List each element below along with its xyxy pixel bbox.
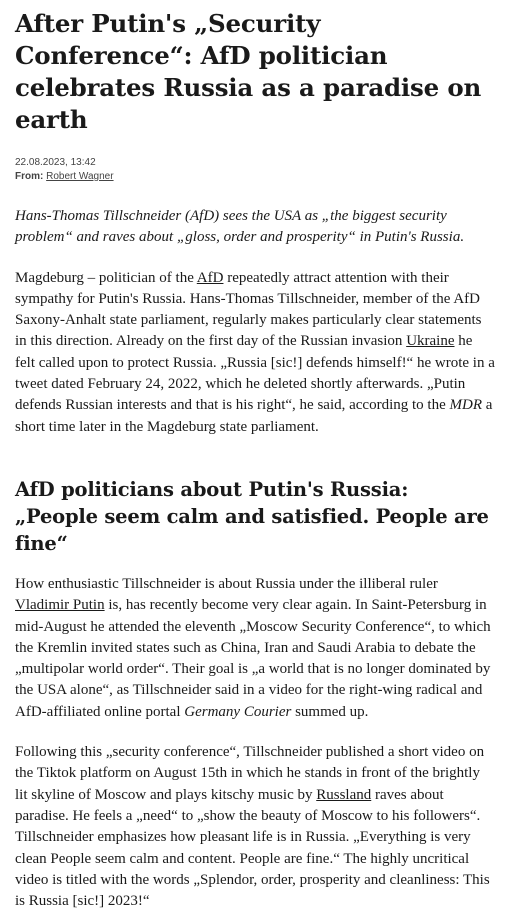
article-meta (15, 156, 495, 184)
russland-link[interactable]: Russland (316, 786, 372, 803)
paragraph-2 (15, 574, 495, 723)
paragraph-text: How enthusiastic Tillschneider is about Russia under the illiberal ruler (15, 575, 438, 592)
paragraph-text: he felt called upon to protect Russia. „Russia [sic!] defends himself!“ he wrote in a tweet dated February 24, 2022, which he deleted shortly afterwards. „Putin defends Russian interests and that is his right“, he said, according to the (15, 333, 495, 414)
afd-link[interactable]: AfD (196, 269, 224, 286)
author-link[interactable]: Robert Wagner (46, 171, 114, 182)
article-title: After Putin's „Security Conference“: AfD politician celebrates Russia as a paradise on earth (15, 9, 482, 134)
paragraph-text: raves about paradise. He feels a „need“ to „show the beauty of Moscow to his followers“. Tillschneider emphasizes how pleasant life is in Russia. „Everything is very clean People seem calm and content. People are fine.“ The highly uncritical video is titled with the words „Splendor, order, prosperity and cleanliness: This is Russia [sic!] 2023!“ (15, 786, 490, 910)
publish-date: 22.08.2023, 13:42 (15, 157, 96, 168)
section-heading: AfD politicians about Putin's Russia: „People seem calm and satisfied. People are fine“ (15, 477, 489, 555)
ukraine-link[interactable]: Ukraine (406, 333, 455, 350)
vladimir-putin-link[interactable]: Vladimir Putin (15, 597, 105, 614)
mdr-source: MDR (449, 397, 482, 414)
paragraph-text: summed up. (291, 703, 369, 720)
paragraph-text: Following this „security conference“, Tillschneider published a short video on the Tiktok platform on August 15th in which he stands in front of the brightly lit skyline of Moscow and plays kitschy music by (15, 744, 485, 803)
paragraph-text: is, has recently become very clear again. In Saint-Petersburg in mid-August he attended the eleventh „Moscow Security Conference“, to which the Kremlin invited states such as China, Iran and Saudi Arabia to debate the „multipolar world order“. Their goal is „a world that is no longer dominated by the USA alone“, as Tillschneider said in a video for the right-wing radical and AfD-affiliated online portal (15, 597, 491, 720)
from-label: From: (15, 171, 44, 182)
article-lead: Hans-Thomas Tillschneider (AfD) sees the USA as „the biggest security problem“ and raves about „gloss, order and prosperity“ in Putin's Russia. (15, 208, 465, 246)
author-line (15, 170, 495, 184)
germany-courier-source: Germany Courier (184, 703, 292, 720)
paragraph-1 (15, 268, 495, 438)
paragraph-text: Magdeburg – politician of the (15, 269, 197, 286)
paragraph-text: repeatedly attract attention with their sympathy for Putin's Russia. Hans-Thomas Tillschneider, member of the AfD Saxony-Anhalt state parliament, regularly makes particularly clear statements in this direction. Already on the first day of the Russian invasion (15, 269, 482, 350)
paragraph-text: a short time later in the Magdeburg state parliament. (15, 397, 493, 435)
paragraph-3 (15, 742, 495, 912)
